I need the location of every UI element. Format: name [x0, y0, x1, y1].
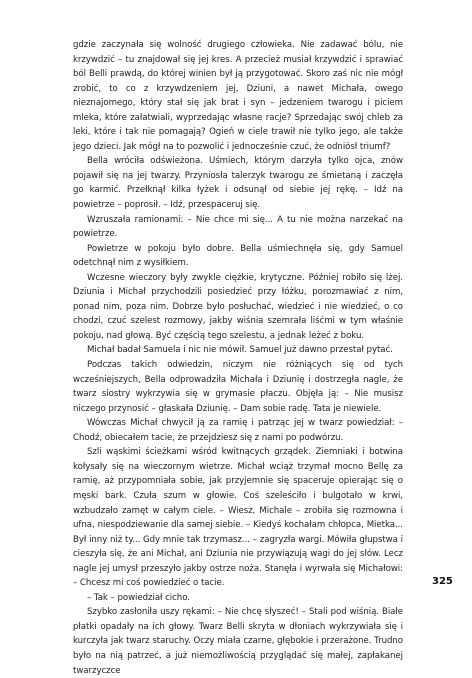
paragraph: Podczas takich odwiedzin, niczym nie różniących się od tych wcześniejszych, Bella odprowadziła Michała i Dziunię i dostrzegła nagle, że twarz siostry wykrzywia się w grymasie płaczu. Objęła ją: – Nie musisz niczego przynosić – głaskała Dziunię. – Dam sobie radę. Tata je niewiele.	[73, 360, 403, 414]
paragraph: Szybko zasłoniła uszy rękami: – Nie chcę słyszeć! – Stali pod wiśnią. Białe płatki opadały na ich głowy. Twarz Belli skryta w dłoniach wykrzywiała się i kurczyła jak twarz staruchy. Oczy miała czarne, głębokie i przerażone. Trudno było na nią patrzeć, a już niemożliwością przyglądać się małej, zapłakanej twarzyczce	[73, 607, 403, 676]
paragraph: gdzie zaczynała się wolność drugiego człowieka. Nie zadawać bólu, nie krzywdzić – tu znajdował się jej kres. A przecież musiał krzywdzić i sprawiać ból Belli prawdą, do której winien był ją przygotować. Skoro zaś nic nie mógł zrobić, to co z krzywdzeniem jej, Dziuni, a nawet Michała, owego nieznajomego, który stał się jak brat i syn – jedzeniem twarogu i piciem mleka, które załatwiali, wyprzedając własne racje? Sprzedając swój chleb za leki, które i tak nie pomagają? Ogień w ciele trawił nie tylko jego, ale także jego dzieci. Jak mógł na to pozwolić i jednocześnie czuć, że odniósł triumf?	[73, 40, 403, 152]
paragraph: Wczesne wieczory były zwykle ciężkie, krytyczne. Później robiło się lżej. Dziunia i Michał przychodzili posiedzieć przy łóżku, porozmawiać z nim, ponad nim, poza nim. Dobrze było posłuchać, wiedzieć i nie wiedzieć, o co chodzi, czuć szelest rozmowy, jakby wiśnia szemrała liśćmi w tym właśnie pokoju, nad głową. Być częścią tego szelestu, a jednak leżeć z boku.	[73, 272, 403, 341]
paragraph: Michał badał Samuela i nic nie mówił. Samuel już dawno przestał pytać.	[87, 345, 393, 356]
page-number: 325	[432, 576, 453, 587]
body-text	[73, 38, 403, 678]
paragraph: – Tak – powiedział cicho.	[87, 592, 190, 603]
paragraph: Powietrze w pokoju było dobre. Bella uśmiechnęła się, gdy Samuel odetchnął nim z wysiłkiem.	[73, 243, 403, 269]
paragraph: Szli wąskimi ścieżkami wśród kwitnących grządek. Ziemniaki i botwina kołysały się na wieczornym wietrze. Michał wciąż trzymał mocno Bellę za ramię, aż przypomniała sobie, jak przyjemnie się spaceruje opierając się o męski bark. Czuła szum w głowie. Coś szeleściło i bulgotało w krwi, wzbudzało zamęt w całym ciele. – Wiesz, Michale – zrobiła się rozmowna i ufna, niespodziewanie dla samej siebie. – Kiedyś kochałam chłopca, Mietka... Był inny niż ty... Gdy mnie tak trzymasz... – zagryzła wargi. Mówiła głupstwa i cieszyła się, że ani Michał, ani Dziunia nie przywiązują wagi do jej słów. Lecz nagle jej umysł przeszyło jakby ostrze noża. Stanęła i wyrwała się Michałowi: – Chcesz mi coś powiedzieć o tacie.	[73, 447, 403, 589]
paragraph: Bella wróciła odświeżona. Uśmiech, którym darzyła tylko ojca, znów pojawił się na jej twarzy. Przyniosła talerzyk twarogu ze śmietaną i zaczęła go karmić. Przełknął kilka łyżek i odsunął od siebie jej rękę. – Idź na powietrze – poprosił. – Idź, przespaceruj się.	[73, 156, 403, 211]
paragraph: Wówczas Michał chwycił ją za ramię i patrząc jej w twarz powiedział: – Chodź, obiecałem tacie, że przejdziesz się z nami po podwórzu.	[73, 418, 403, 443]
paragraph: Wzruszała ramionami: – Nie chce mi się... A tu nie można narzekać na powietrze.	[73, 214, 403, 240]
